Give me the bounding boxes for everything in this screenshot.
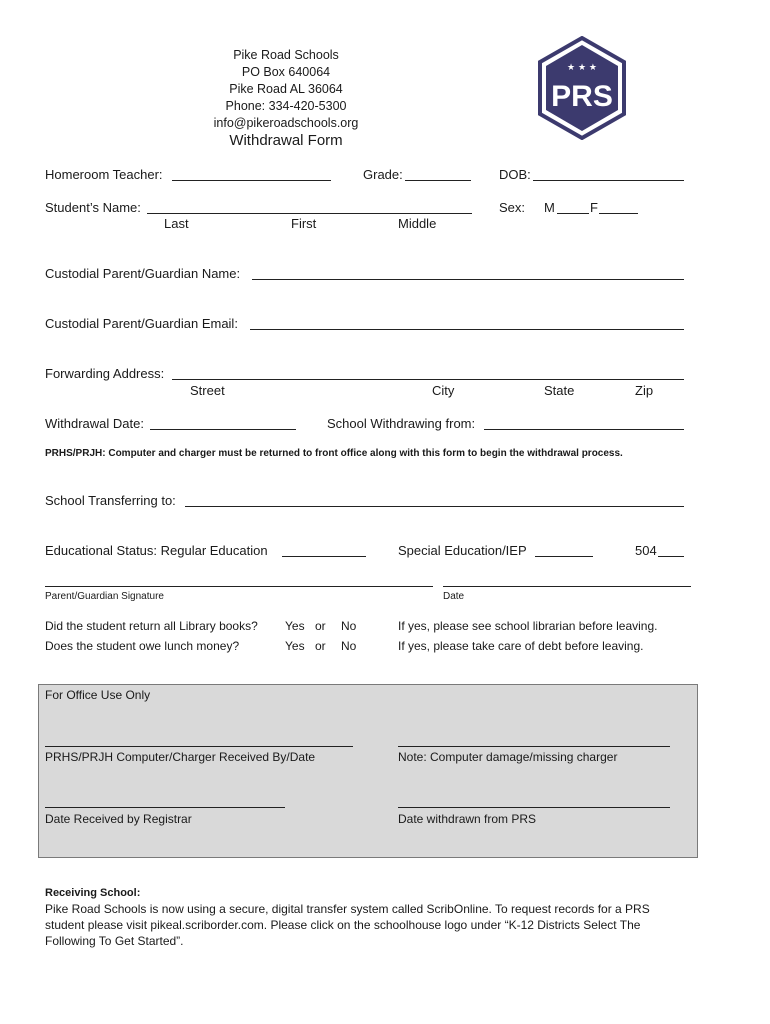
guardian-email-input[interactable]: [250, 329, 684, 330]
forwarding-address-label: Forwarding Address:: [45, 366, 165, 381]
guardian-name-input[interactable]: [252, 279, 684, 280]
registrar-date-input[interactable]: [45, 807, 285, 808]
sex-label: Sex:: [499, 200, 526, 215]
signature-input[interactable]: [45, 586, 433, 587]
student-name-input[interactable]: [147, 213, 472, 214]
receiving-school-line1: Pike Road Schools is now using a secure, digital transfer system called ScribOnline. To request records for a PRS: [45, 902, 650, 916]
svg-text:★ ★ ★: ★ ★ ★: [567, 63, 597, 73]
504-input[interactable]: [658, 556, 684, 557]
school-name: Pike Road Schools: [233, 48, 339, 62]
sex-m-label: M: [544, 200, 555, 215]
question-library-or: or: [315, 619, 326, 633]
logo-text: PRS: [551, 80, 613, 113]
last-name-label: Last: [164, 216, 189, 231]
office-use-title: For Office Use Only: [45, 688, 151, 702]
charger-received-input[interactable]: [45, 746, 353, 747]
state-label: State: [544, 383, 575, 398]
sex-f-input[interactable]: [599, 213, 638, 214]
ed-status-label: Educational Status: Regular Education: [45, 543, 268, 558]
withdrawal-date-input[interactable]: [150, 429, 296, 430]
sex-m-input[interactable]: [557, 213, 589, 214]
sped-label: Special Education/IEP: [398, 543, 527, 558]
signature-date-input[interactable]: [443, 586, 691, 587]
school-to-label: School Transferring to:: [45, 493, 176, 508]
guardian-email-label: Custodial Parent/Guardian Email:: [45, 316, 238, 331]
504-label: 504: [635, 543, 657, 558]
question-lunch: Does the student owe lunch money?: [45, 639, 240, 653]
school-city: Pike Road AL 36064: [229, 82, 343, 96]
first-name-label: First: [291, 216, 317, 231]
prs-logo-shield-icon: [536, 36, 628, 140]
question-lunch-yes[interactable]: Yes: [285, 639, 305, 653]
signature-date-label: Date: [443, 591, 465, 602]
sex-f-label: F: [590, 200, 598, 215]
withdrawn-date-input[interactable]: [398, 807, 670, 808]
receiving-school-title: Receiving School:: [45, 887, 141, 899]
computer-damage-input[interactable]: [398, 746, 670, 747]
city-label: City: [432, 383, 455, 398]
student-name-label: Student’s Name:: [45, 200, 141, 215]
school-phone: Phone: 334-420-5300: [225, 99, 347, 113]
school-from-label: School Withdrawing from:: [327, 416, 476, 431]
street-label: Street: [190, 383, 225, 398]
receiving-school-line2: student please visit pikeal.scriborder.com. Please click on the schoolhouse logo under “K-12 Districts Select The: [45, 918, 641, 932]
school-from-input[interactable]: [484, 429, 684, 430]
question-library-no[interactable]: No: [341, 619, 357, 633]
office-use-box: [38, 684, 698, 858]
question-lunch-no[interactable]: No: [341, 639, 357, 653]
charger-received-label: PRHS/PRJH Computer/Charger Received By/Date: [45, 750, 316, 764]
question-lunch-note: If yes, please take care of debt before leaving.: [398, 639, 644, 653]
guardian-name-label: Custodial Parent/Guardian Name:: [45, 266, 241, 281]
question-library: Did the student return all Library books?: [45, 619, 258, 633]
homeroom-label: Homeroom Teacher:: [45, 167, 163, 182]
question-library-yes[interactable]: Yes: [285, 619, 305, 633]
dob-input[interactable]: [533, 180, 684, 181]
zip-label: Zip: [635, 383, 654, 398]
question-lunch-or: or: [315, 639, 326, 653]
regular-ed-input[interactable]: [282, 556, 366, 557]
prs-logo: [536, 36, 628, 140]
forwarding-address-input[interactable]: [172, 379, 684, 380]
sped-input[interactable]: [535, 556, 593, 557]
grade-input[interactable]: [405, 180, 471, 181]
form-title: Withdrawal Form: [229, 132, 343, 149]
homeroom-input[interactable]: [172, 180, 331, 181]
computer-return-notice: PRHS/PRJH: Computer and charger must be returned to front office along with this form to begin the withdrawal process.: [45, 448, 623, 459]
withdrawal-date-label: Withdrawal Date:: [45, 416, 144, 431]
school-email: info@pikeroadschools.org: [213, 116, 359, 130]
middle-name-label: Middle: [398, 216, 437, 231]
grade-label: Grade:: [363, 167, 403, 182]
signature-label: Parent/Guardian Signature: [45, 591, 164, 602]
computer-damage-label: Note: Computer damage/missing charger: [398, 750, 618, 764]
school-po-box: PO Box 640064: [241, 65, 331, 79]
withdrawn-date-label: Date withdrawn from PRS: [398, 812, 537, 826]
registrar-date-label: Date Received by Registrar: [45, 812, 192, 826]
dob-label: DOB:: [499, 167, 531, 182]
school-to-input[interactable]: [185, 506, 684, 507]
question-library-note: If yes, please see school librarian before leaving.: [398, 619, 658, 633]
receiving-school-line3: Following To Get Started”.: [45, 934, 184, 948]
